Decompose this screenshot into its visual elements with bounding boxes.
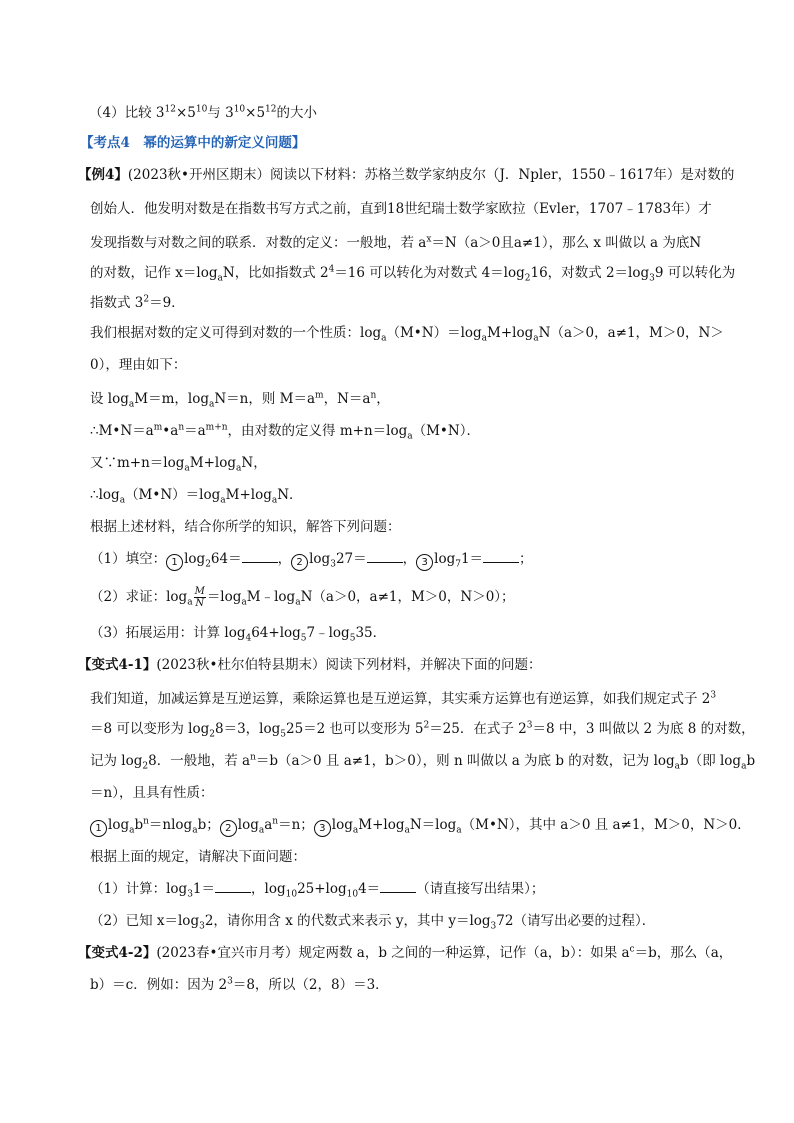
variant41-line <box>78 656 541 674</box>
circle-number: 3 <box>314 820 331 837</box>
text-run: 64+log <box>251 625 301 641</box>
text-run: （M•N）＝log <box>125 487 221 503</box>
text-run: ＝16 可以转化为对数式 4＝log <box>334 265 525 281</box>
superscript: m <box>315 390 324 401</box>
text-run: b； <box>197 817 220 833</box>
subscript: a <box>220 495 226 506</box>
subscript: a <box>217 273 223 284</box>
text-run: ＝25．在式子 2 <box>429 721 527 737</box>
example4-line <box>90 422 480 440</box>
subscript: 2 <box>524 273 531 284</box>
variant41-properties <box>90 816 751 837</box>
text-run: N（a＞0，a≠1，M＞0，N＞ <box>538 325 724 341</box>
q4-text: ×5 <box>245 105 266 121</box>
text-run: 25＝2 也可以变形为 5 <box>286 721 424 737</box>
text-run: a <box>264 817 273 833</box>
example4-line <box>90 486 303 504</box>
example-text: (2023秋•开州区期末）阅读以下材料：苏格兰数学家纳皮尔（J．Npler，1550﹣1617年）是对数的 <box>127 167 735 183</box>
text-run: M+log <box>487 325 534 341</box>
subscript: a <box>241 597 247 608</box>
text-run: log <box>108 817 130 833</box>
subscript: a <box>741 761 747 772</box>
text-run: M+log <box>189 455 237 471</box>
example4-line: 根据上述材料，结合你所学的知识，解答下列问题： <box>90 519 401 535</box>
text-run: 8．一般地，若 a <box>148 753 251 769</box>
text-run: N <box>195 598 205 609</box>
example4-line <box>90 264 735 282</box>
text-run: 设 log <box>90 391 129 407</box>
q4-label: （4）比较 <box>89 105 156 121</box>
text-run: ， <box>402 551 417 567</box>
subscript: a <box>404 825 410 836</box>
example4-line <box>90 234 701 252</box>
example4-line: 0），理由如下： <box>90 357 187 373</box>
variant42-line <box>78 944 732 962</box>
q4-text: 与 3 <box>207 105 234 121</box>
text-run: ，N＝a <box>323 391 371 407</box>
superscript: 2 <box>143 294 150 305</box>
question-4 <box>89 104 317 122</box>
text-run: ； <box>519 551 533 567</box>
subscript: 3 <box>199 921 205 932</box>
text-run: 2，请你用含 x 的代数式来表示 y，其中 y＝log <box>204 913 491 929</box>
subscript: a <box>119 495 126 506</box>
circle-number: 1 <box>166 554 183 571</box>
example4-line <box>90 390 390 408</box>
subscript: 10 <box>285 889 298 900</box>
q4-exp: 10 <box>195 104 208 115</box>
text-run: 记为 log <box>90 753 143 769</box>
text-run: （请直接写出结果）； <box>416 881 545 897</box>
text-run: N， <box>241 455 267 471</box>
variant41-line <box>90 690 716 708</box>
text-run: 的对数，记作 x＝log <box>90 265 218 281</box>
text-run: ＝b，那么（a， <box>634 945 733 961</box>
subscript: a <box>271 495 278 506</box>
text-run: M+log <box>225 487 272 503</box>
text-run: log <box>184 551 206 567</box>
superscript: 4 <box>328 264 335 275</box>
superscript: n <box>272 816 279 827</box>
text-run: (2023春•宜兴市月考）规定两数 a，b 之间的一种运算，记作（a，b）：如果 a <box>156 945 630 961</box>
subscript: a <box>295 597 301 608</box>
superscript: 3 <box>710 690 717 701</box>
subscript: 3 <box>490 921 497 932</box>
subscript: a <box>184 463 190 474</box>
variant41-part1 <box>90 880 544 898</box>
circle-number: 1 <box>90 820 107 837</box>
superscript: x <box>426 234 432 245</box>
text-run: log <box>237 817 259 833</box>
text-run: ，由对数的定义得 m+n＝log <box>227 423 408 439</box>
answer-blank[interactable] <box>483 550 519 563</box>
subscript: 5 <box>300 633 307 644</box>
variant41-line: 根据上面的规定，请解决下面问题： <box>90 849 306 865</box>
text-run: 1＝ <box>460 551 484 567</box>
answer-blank[interactable] <box>380 880 416 893</box>
variant42-line <box>90 976 389 994</box>
text-run: N，比如指数式 2 <box>222 265 329 281</box>
subscript: 3 <box>649 273 655 284</box>
variant41-part2 <box>90 912 655 930</box>
text-run: 又∵m+n＝log <box>90 455 185 471</box>
text-run: log <box>434 551 456 567</box>
text-run: log <box>309 551 331 567</box>
text-run: b（即 log <box>680 753 742 769</box>
text-run: M﹣log <box>246 589 296 605</box>
example4-line <box>90 294 185 312</box>
circle-number: 2 <box>291 554 308 571</box>
subscript: 2 <box>209 729 215 740</box>
text-run: M＝m，log <box>134 391 209 407</box>
text-run: 16，对数式 2＝log <box>530 265 650 281</box>
text-run: 1＝ <box>192 881 216 897</box>
section-heading: 【考点4 幂的运算中的新定义问题】 <box>80 135 306 151</box>
text-run: 72（请写出必要的过程）． <box>496 913 656 929</box>
superscript: m <box>153 422 163 433</box>
text-run: ＝n； <box>278 817 314 833</box>
text-run: ∴M•N＝a <box>90 423 154 439</box>
text-run: 发现指数与对数之间的联系．对数的定义：一般地，若 a <box>90 235 427 251</box>
q4-text: 的大小 <box>276 105 317 121</box>
text-run: 9 可以转化为 <box>654 265 736 281</box>
text-run: （1）计算：log <box>90 881 188 897</box>
example4-part1 <box>90 550 533 571</box>
superscript: n <box>178 422 185 433</box>
text-run: ＝a <box>184 423 206 439</box>
subscript: 4 <box>245 633 252 644</box>
subscript: a <box>258 825 265 836</box>
text-run: 35． <box>355 625 387 641</box>
text-run: ＝8 中，3 叫做以 2 为底 8 的对数， <box>532 721 755 737</box>
subscript: 5 <box>280 729 286 740</box>
text-run: 我们知道，加减运算是互逆运算，乘除运算也是互逆运算，其实乘方运算也有逆运算，如我们规定式子 2 <box>90 691 711 707</box>
text-run: 7﹣log <box>306 625 350 641</box>
text-run: N（a＞0，a≠1，M＞0，N＞0）； <box>300 589 515 605</box>
subscript: 2 <box>205 559 211 570</box>
text-run: b <box>134 817 144 833</box>
text-run: （1）填空： <box>90 551 167 567</box>
text-run: ＝8 可以变形为 log <box>90 721 210 737</box>
subscript: 10 <box>346 889 359 900</box>
text-run: M+log <box>358 817 405 833</box>
example4-part3 <box>90 624 386 642</box>
subscript: a <box>533 333 539 344</box>
text-run: b <box>746 753 756 769</box>
q4-text: 3 <box>155 105 165 121</box>
subscript: a <box>352 825 359 836</box>
text-run: ，log <box>251 881 286 897</box>
text-run: （M•N），其中 a＞0 且 a≠1，M＞0，N＞0． <box>461 817 751 833</box>
q4-exp: 12 <box>265 104 277 115</box>
superscript: n <box>143 816 149 827</box>
circle-number: 2 <box>220 820 237 837</box>
subscript: a <box>236 463 242 474</box>
q4-text: ×5 <box>175 105 196 121</box>
text-run: ＝8，所以（2，8）＝3． <box>232 977 389 993</box>
text-run: log <box>331 817 353 833</box>
variant41-line: ＝n），且具有性质： <box>90 785 214 801</box>
subscript: 5 <box>349 633 356 644</box>
text-run: （M•N）． <box>412 423 480 439</box>
text-run: 指数式 3 <box>90 295 144 311</box>
text-run: •a <box>162 423 179 439</box>
subscript: a <box>192 825 198 836</box>
subscript: 2 <box>142 761 149 772</box>
q4-exp: 12 <box>164 104 176 115</box>
text-run: 64＝ <box>210 551 242 567</box>
subscript: 7 <box>455 559 461 570</box>
example4-line <box>78 166 734 184</box>
subscript: a <box>407 431 413 442</box>
answer-blank[interactable] <box>215 880 251 893</box>
text-run: 我们根据对数的定义可得到对数的一个性质：log <box>90 325 382 341</box>
subscript: a <box>208 399 215 410</box>
text-run: （3）拓展运用：计算 log <box>90 625 246 641</box>
text-run: M <box>194 586 205 597</box>
q4-exp: 10 <box>233 104 246 115</box>
subscript: 3 <box>330 559 336 570</box>
text-run: 27＝ <box>335 551 367 567</box>
answer-blank[interactable] <box>367 550 403 563</box>
answer-blank[interactable] <box>242 550 278 563</box>
text-run: N＝n，则 M＝a <box>214 391 316 407</box>
subscript: a <box>128 399 135 410</box>
text-run: 4＝ <box>358 881 381 897</box>
example4-line <box>90 324 724 342</box>
superscript: 3 <box>227 976 233 987</box>
text-run: ＝nlog <box>148 817 193 833</box>
subscript: a <box>129 825 135 836</box>
variant-tag: 【变式4-2】 <box>78 945 157 961</box>
superscript: m+n <box>205 422 228 433</box>
subscript: a <box>456 825 462 836</box>
example-tag: 【例4】 <box>78 167 128 183</box>
text-run: N＝log <box>409 817 457 833</box>
subscript: a <box>674 761 681 772</box>
text-run: 8＝3，log <box>215 721 281 737</box>
text-run: ＝9． <box>149 295 185 311</box>
text-run: (2023秋•杜尔伯特县期末）阅读下列材料，并解决下面的问题： <box>156 657 542 673</box>
text-run: ＝log <box>206 589 242 605</box>
example4-line <box>90 454 267 472</box>
subscript: a <box>187 597 193 608</box>
variant41-line <box>90 752 755 770</box>
superscript: 3 <box>526 720 533 731</box>
subscript: 3 <box>187 889 193 900</box>
example4-part2 <box>90 586 515 609</box>
text-run: （2）求证：log <box>90 589 188 605</box>
text-run: ∴log <box>90 487 120 503</box>
subscript: a <box>381 333 387 344</box>
subscript: a <box>481 333 488 344</box>
text-run: ＝N（a＞0且a≠1），那么 x 叫做以 a 为底N <box>431 235 702 251</box>
text-run: （2）已知 x＝log <box>90 913 200 929</box>
text-run: ＝b（a＞0 且 a≠1，b＞0），则 n 叫做以 a 为底 b 的对数，记为 log <box>255 753 675 769</box>
superscript: n <box>370 390 377 401</box>
text-run: ， <box>376 391 390 407</box>
circle-number: 3 <box>416 554 433 571</box>
fraction <box>194 586 206 609</box>
text-run: （M•N）＝log <box>386 325 482 341</box>
text-run: 25+log <box>297 881 347 897</box>
superscript: 2 <box>423 720 430 731</box>
superscript: c <box>629 944 635 955</box>
variant-tag: 【变式4-1】 <box>78 657 157 673</box>
example4-line: 创始人．他发明对数是在指数书写方式之前，直到18世纪瑞士数学家欧拉（Evler，1707﹣1783年）才 <box>90 201 712 217</box>
variant41-line <box>90 720 755 738</box>
text-run: ， <box>277 551 292 567</box>
text-run: b）＝c．例如：因为 2 <box>90 977 228 993</box>
superscript: n <box>250 752 256 763</box>
text-run: N． <box>277 487 303 503</box>
